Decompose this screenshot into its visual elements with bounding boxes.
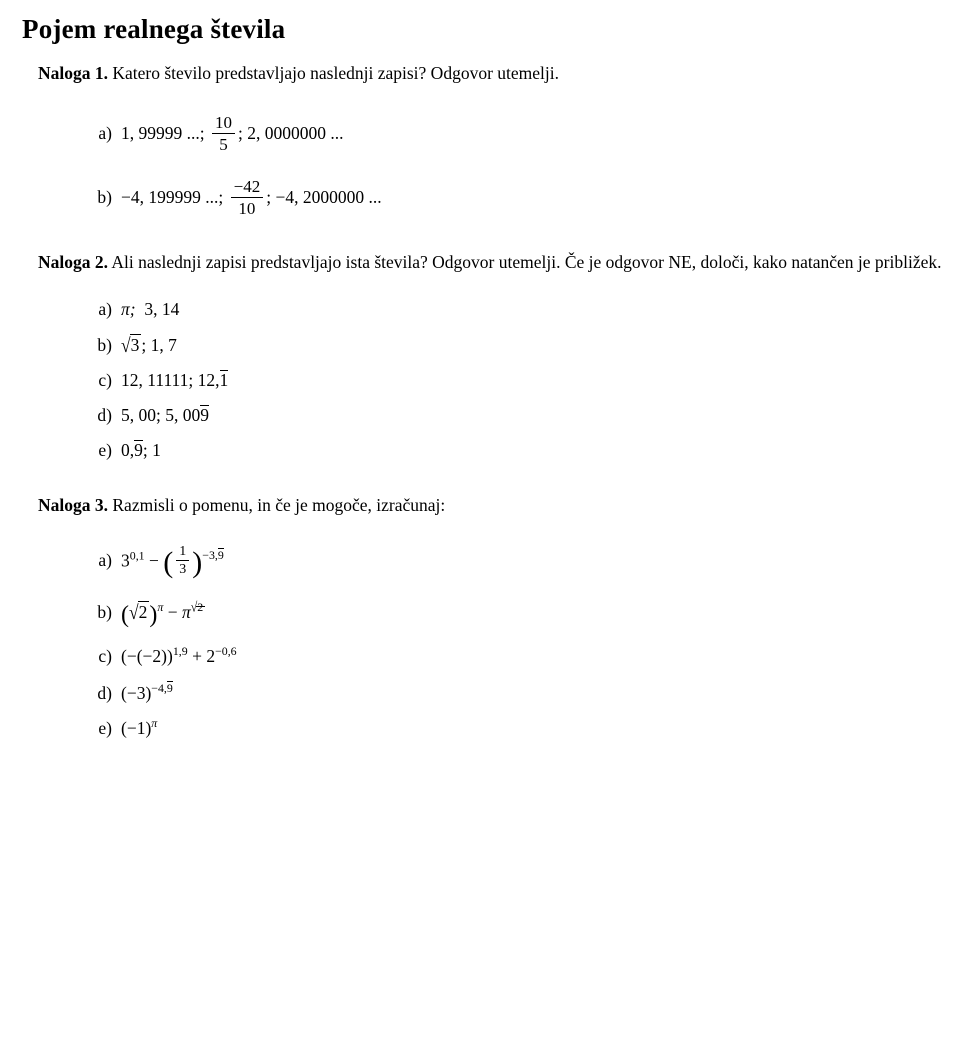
math-text: ; 1 <box>142 440 161 461</box>
math-exponent: 0,1 <box>129 548 145 563</box>
radicand: 2 <box>197 600 204 615</box>
item-content <box>121 440 161 461</box>
radicand: 2 <box>138 602 148 623</box>
item-content <box>121 646 237 667</box>
math-operator: + <box>192 645 202 666</box>
task-2-paragraph <box>38 250 962 275</box>
fraction-denominator: 10 <box>231 197 264 219</box>
math-exponent: −0,6 <box>215 644 237 659</box>
task-1-text: Katero število predstavljajo naslednji zapisi? Odgovor utemelji. <box>112 63 559 83</box>
math-text: −4, 2000000 ... <box>275 187 382 208</box>
math-text: 3, 14 <box>144 299 180 320</box>
math-expression: (−3) <box>121 682 152 703</box>
item-marker: d) <box>97 405 112 426</box>
math-text: 1, 99999 ...; <box>121 123 205 144</box>
right-paren: ) <box>192 546 203 580</box>
item-marker: e) <box>98 440 112 461</box>
task-1-items <box>38 114 962 220</box>
math-expression: (−(−2)) <box>121 645 173 666</box>
document-page <box>0 14 962 1061</box>
math-exponent: π <box>151 715 158 730</box>
task-2-items <box>38 299 962 461</box>
list-item <box>86 681 962 704</box>
square-root-of-two: √2 <box>190 599 204 616</box>
item-marker: b) <box>97 335 112 356</box>
radical-sign-icon: √ <box>129 600 139 624</box>
task-1-paragraph <box>38 61 962 86</box>
item-content <box>121 545 224 580</box>
list-item <box>86 440 962 461</box>
task-3-paragraph <box>38 493 962 518</box>
item-content <box>121 299 179 320</box>
math-expression: (−1) <box>121 717 152 738</box>
fraction-numerator: 1 <box>179 543 187 559</box>
list-item <box>86 646 962 667</box>
fraction-numerator: 10 <box>215 113 232 133</box>
list-item <box>86 715 962 739</box>
item-marker: c) <box>98 645 112 666</box>
math-base: 3 <box>121 550 130 571</box>
item-content <box>121 178 382 220</box>
item-content <box>121 681 173 704</box>
repeating-digit-overline: 9 <box>166 680 173 695</box>
list-item <box>86 334 962 356</box>
repeating-digit-overline: 9 <box>217 548 224 563</box>
math-exponent <box>202 548 224 562</box>
repeating-digit-overline: 9 <box>200 405 209 426</box>
square-root-of-three <box>121 334 141 356</box>
left-paren: ( <box>163 546 174 580</box>
radical-sign-icon: √ <box>121 333 131 357</box>
fraction-denominator: 3 <box>176 560 189 579</box>
fraction-one-third <box>176 544 189 579</box>
item-content <box>121 715 158 739</box>
square-root-of-two <box>129 601 149 623</box>
list-item <box>86 599 962 628</box>
task-2-label: Naloga 2. <box>38 251 108 272</box>
math-text: 5, 00; 5, 00 <box>121 405 201 426</box>
radicand: 3 <box>130 335 140 356</box>
list-item <box>86 114 962 156</box>
math-base: 2 <box>206 645 216 666</box>
math-text: 0, <box>121 440 135 461</box>
exponent-lead: −3, <box>202 548 218 563</box>
fraction-ten-fifths <box>212 113 235 155</box>
fraction-numerator: −42 <box>233 177 261 197</box>
math-operator: − <box>167 602 178 623</box>
item-content <box>121 370 228 391</box>
item-marker: c) <box>98 370 112 391</box>
list-item <box>86 370 962 391</box>
fraction-minus-fortytwo-tenths <box>231 177 264 219</box>
math-text: −4, 199999 ...; <box>121 187 224 208</box>
math-text: 2, 0000000 ... <box>247 123 344 144</box>
left-paren: ( <box>121 601 129 628</box>
page-title: Pojem realnega števila <box>22 14 286 44</box>
task-2-text: Ali naslednji zapisi predstavljajo ista števila? Odgovor utemelji. Če je odgovor NE, določi, kako natančen je približek. <box>111 251 942 272</box>
task-3-label: Naloga 3. <box>38 495 108 516</box>
repeating-digit-overline: 1 <box>219 370 229 391</box>
math-exponent <box>191 600 205 614</box>
math-semicolon: ; <box>238 123 243 144</box>
math-text: 12, 11111; 12, <box>121 370 220 391</box>
item-marker: d) <box>97 682 112 703</box>
item-content <box>121 405 209 426</box>
exponent-lead: −4, <box>151 680 167 695</box>
task-3-text: Razmisli o pomenu, in če je mogoče, izračunaj: <box>112 495 446 516</box>
list-item <box>86 178 962 220</box>
item-content <box>121 334 177 356</box>
math-exponent: 1,9 <box>172 644 188 659</box>
item-marker: b) <box>97 602 112 623</box>
fraction-denominator: 5 <box>212 133 235 155</box>
item-content <box>121 114 344 156</box>
math-operator: − <box>149 550 159 571</box>
item-marker: a) <box>98 299 112 320</box>
item-marker: e) <box>98 717 112 738</box>
repeating-digit-overline: 9 <box>134 440 143 461</box>
list-item <box>86 545 962 580</box>
task-3-items <box>38 545 962 739</box>
math-text: ; 1, 7 <box>141 335 177 356</box>
document-body <box>38 61 962 739</box>
math-pi: π <box>181 602 191 623</box>
math-exponent: π <box>157 600 164 615</box>
item-marker: a) <box>98 550 112 571</box>
item-marker: b) <box>97 187 112 208</box>
list-item <box>86 299 962 320</box>
math-pi: π; <box>121 299 136 320</box>
task-1-label: Naloga 1. <box>38 63 108 83</box>
list-item <box>86 405 962 426</box>
item-content <box>121 599 205 628</box>
math-semicolon: ; <box>266 187 272 208</box>
math-exponent <box>151 681 173 695</box>
right-paren: ) <box>149 601 158 628</box>
item-marker: a) <box>98 123 112 144</box>
